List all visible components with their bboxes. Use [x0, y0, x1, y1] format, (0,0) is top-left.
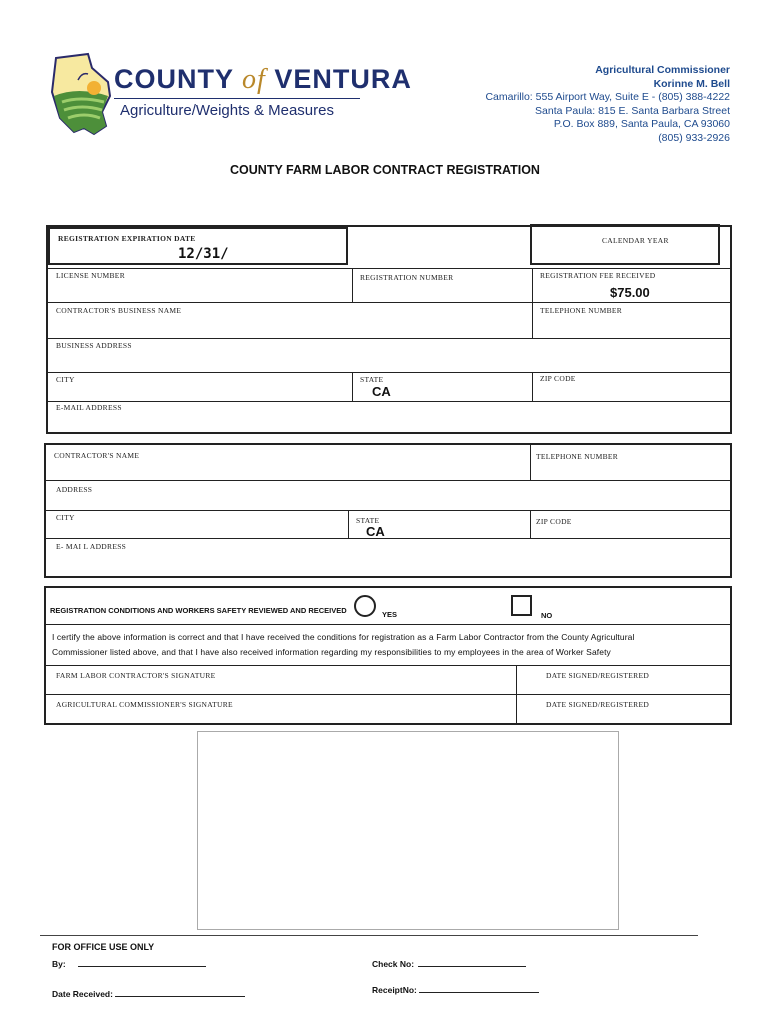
license-label: LICENSE NUMBER: [56, 271, 125, 280]
registration-number-field[interactable]: [352, 268, 532, 302]
by-label: By:: [52, 959, 66, 969]
calendar-year-label: CALENDAR YEAR: [602, 236, 669, 245]
office-address-2: Santa Paula: 815 E. Santa Barbara Street: [535, 104, 730, 117]
business-email-field[interactable]: [48, 401, 730, 432]
conditions-label: REGISTRATION CONDITIONS AND WORKERS SAFETY REVIEWED AND RECEIVED: [50, 606, 347, 615]
office-stamp-area[interactable]: [197, 731, 619, 930]
office-title: Agricultural Commissioner: [595, 64, 730, 76]
office-use-heading: FOR OFFICE USE ONLY: [52, 942, 155, 952]
office-name: Korinne M. Bell: [653, 77, 730, 90]
receipt-no-field[interactable]: [372, 984, 539, 995]
office-address-3: P.O. Box 889, Santa Paula, CA 93060: [553, 118, 730, 130]
business-telephone-field[interactable]: [532, 302, 730, 338]
contractor-email-label: E- MAI L ADDRESS: [56, 542, 127, 551]
business-state-value: CA: [372, 384, 391, 399]
contractor-state-value: CA: [366, 524, 385, 539]
contractor-name-field[interactable]: [46, 445, 530, 480]
logo-ventura: VENTURA: [274, 64, 412, 94]
expiration-date-field[interactable]: [48, 227, 348, 265]
by-field[interactable]: [52, 958, 206, 969]
logo-of: of: [242, 64, 266, 95]
county-logo: [48, 52, 412, 142]
no-checkbox[interactable]: [511, 595, 532, 616]
contractor-zip-label: ZIP CODE: [536, 517, 572, 526]
contractor-telephone-field[interactable]: [530, 445, 730, 480]
calendar-year-field[interactable]: [530, 224, 720, 265]
no-label: NO: [541, 611, 553, 620]
business-address-label: BUSINESS ADDRESS: [56, 341, 132, 350]
contractor-telephone-label: TELEPHONE NUMBER: [536, 452, 619, 461]
contractor-city-field[interactable]: [46, 510, 348, 538]
commissioner-signature-label: AGRICULTURAL COMMISSIONER'S SIGNATURE: [56, 700, 233, 709]
business-address-field[interactable]: [48, 338, 730, 372]
expiration-label: REGISTRATION EXPIRATION DATE: [58, 234, 196, 243]
office-address-1: Camarillo: 555 Airport Way, Suite E - (805) 388-4222: [485, 91, 730, 103]
check-no-label: Check No:: [372, 959, 415, 969]
contractor-address-field[interactable]: [46, 480, 730, 510]
receipt-no-label: ReceiptNo:: [372, 985, 417, 995]
contractor-address-label: ADDRESS: [56, 485, 93, 494]
contractor-state-field[interactable]: [348, 510, 530, 538]
registration-fee-field[interactable]: [532, 268, 730, 302]
business-zip-label: ZIP CODE: [540, 374, 576, 383]
business-city-label: CITY: [56, 375, 75, 384]
yes-radio[interactable]: [354, 595, 376, 617]
contractor-signature-field[interactable]: [46, 665, 516, 694]
business-state-label: STATE: [360, 375, 384, 384]
office-phone: (805) 933-2926: [658, 131, 730, 144]
business-name-label: CONTRACTOR'S BUSINESS NAME: [56, 306, 182, 315]
commissioner-date-signed-field[interactable]: [516, 694, 730, 723]
contractor-state-label: STATE: [356, 516, 380, 525]
contractor-zip-field[interactable]: [530, 510, 730, 538]
date-received-label: Date Received:: [52, 989, 113, 999]
logo-county: COUNTY: [114, 64, 234, 94]
yes-label: YES: [382, 610, 398, 619]
certification-text: [52, 630, 634, 660]
certification-line-1: I certify the above information is correct and that I have received the conditions for registration as a Farm Labor Contractor from the County Agricultural: [52, 632, 635, 642]
business-state-field[interactable]: [352, 372, 532, 401]
date-signed-label-2: DATE SIGNED/REGISTERED: [546, 700, 650, 709]
business-zip-field[interactable]: [532, 372, 730, 401]
contractor-email-field[interactable]: [46, 538, 730, 576]
expiration-value: 12/31/: [178, 246, 229, 262]
certification-line-2: Commissioner listed above, and that I have also received information regarding my responsibilities to my employees in the area of Worker Safety: [52, 647, 611, 657]
county-map-icon: [48, 52, 118, 140]
business-city-field[interactable]: [48, 372, 352, 401]
contractor-city-label: CITY: [56, 513, 75, 522]
license-number-field[interactable]: [48, 268, 352, 302]
contractor-date-signed-field[interactable]: [516, 665, 730, 694]
contractor-signature-label: FARM LABOR CONTRACTOR'S SIGNATURE: [56, 671, 216, 680]
form-title: COUNTY FARM LABOR CONTRACT REGISTRATION: [230, 163, 540, 177]
logo-subtitle: Agriculture/Weights & Measures: [120, 102, 334, 119]
office-contact-block: [485, 64, 730, 145]
contractor-name-label: CONTRACTOR'S NAME: [54, 451, 140, 460]
business-name-field[interactable]: [48, 302, 532, 338]
fee-value: $75.00: [610, 285, 650, 300]
date-received-field[interactable]: [52, 988, 245, 999]
fee-label: REGISTRATION FEE RECEIVED: [540, 271, 656, 280]
business-telephone-label: TELEPHONE NUMBER: [540, 306, 623, 315]
office-use-divider: [40, 935, 698, 936]
registration-number-label: REGISTRATION NUMBER: [360, 273, 454, 282]
date-signed-label-1: DATE SIGNED/REGISTERED: [546, 671, 650, 680]
commissioner-signature-field[interactable]: [46, 694, 516, 723]
business-email-label: E-MAIL ADDRESS: [56, 403, 122, 412]
check-no-field[interactable]: [372, 958, 526, 969]
